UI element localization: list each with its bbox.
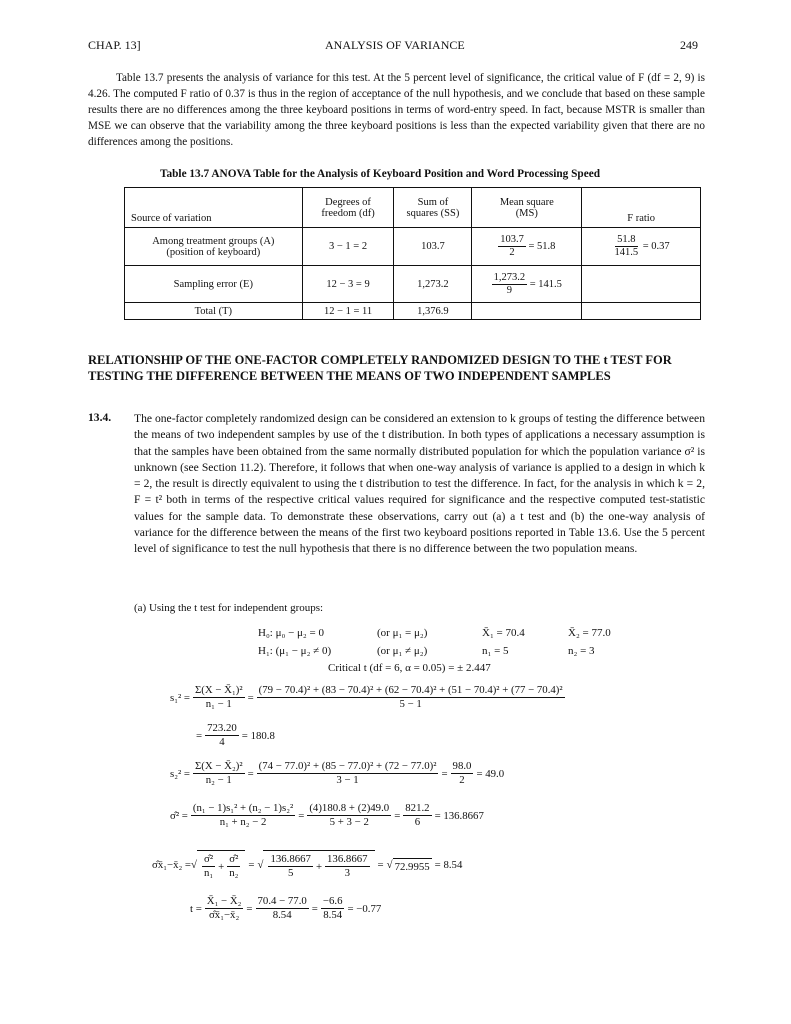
part-a-label: (a) Using the t test for independent groups:: [134, 602, 324, 614]
se-fraction-2: [227, 853, 240, 880]
header-df: [302, 188, 394, 228]
s1b-den: 4: [219, 736, 225, 748]
equation-s1-squared: [170, 684, 568, 711]
header-f-label: F ratio: [627, 213, 655, 224]
h0-alt: (or μ₁ = μ₂): [377, 627, 428, 639]
row1-f-result: = 0.37: [642, 240, 670, 252]
se-sqrt-1: [191, 850, 245, 880]
running-header-chapter: CHAP. 13]: [88, 38, 141, 52]
row1-source: [125, 228, 303, 266]
row3-ms: [472, 303, 582, 320]
eq-sign: =: [311, 902, 318, 915]
xbar1: X̄₁ = 70.4: [482, 627, 525, 639]
row1-f-num: 51.8: [617, 234, 636, 245]
row1-ms: [472, 228, 582, 266]
se-sqrt-2: [258, 850, 375, 880]
s1-f2-num: (79 − 70.4)² + (83 − 70.4)² + (62 − 70.4)² + (51 − 70.4)² + (77 − 70.4)²: [258, 684, 563, 696]
var-f1-den: n₁ + n₂ − 2: [219, 816, 267, 828]
running-header-title: ANALYSIS OF VARIANCE: [325, 38, 465, 52]
header-ss-line2: squares (SS): [406, 207, 460, 219]
t-fraction-3: [321, 895, 345, 922]
se-f4-num: 136.8667: [327, 853, 368, 865]
se-sqrt-value: 72.9955: [393, 858, 432, 873]
var-result: = 136.8667: [434, 809, 484, 822]
se-f4-den: 3: [344, 867, 350, 879]
s1b-result: = 180.8: [241, 729, 275, 742]
sqrt-icon: √: [257, 859, 264, 871]
row2-ms-num: 1,273.2: [493, 271, 526, 283]
s2-fraction-3: [451, 760, 474, 787]
t-f3-num: −6.6: [322, 895, 343, 907]
n2: n₂ = 3: [568, 645, 595, 657]
row3-df: 12 − 1 = 11: [302, 303, 394, 320]
row1-ss: 103.7: [394, 228, 472, 266]
row3-f: [582, 303, 701, 320]
row1-ms-den: 2: [509, 247, 515, 258]
var-f2-num: (4)180.8 + (2)49.0: [309, 802, 390, 814]
row2-ms-result: = 141.5: [529, 278, 562, 290]
row1-source-line2: (position of keyboard): [166, 246, 261, 258]
header-df-line2: freedom (df): [321, 207, 375, 219]
sqrt-icon: √: [386, 859, 393, 871]
t-fraction-2: [256, 895, 309, 922]
se-radicand-1: [197, 850, 245, 880]
h0: H₀: μ₀ − μ₂ = 0: [258, 627, 324, 639]
var-fraction-2: [307, 802, 391, 829]
table-row: [125, 228, 701, 266]
row2-ms: [472, 266, 582, 303]
se-sqrt-3: [387, 858, 432, 873]
header-ss-line1: Sum of: [417, 196, 449, 208]
intro-paragraph: [88, 70, 705, 150]
equation-t-statistic: [190, 895, 381, 922]
var-lhs: σ̂² =: [170, 809, 188, 822]
row1-source-line1: Among treatment groups (A): [152, 235, 275, 247]
se-f1-num: σ̂²: [204, 853, 214, 865]
xbar2: X̄₂ = 77.0: [568, 627, 611, 639]
eq-sign: =: [377, 859, 384, 871]
var-fraction-1: [191, 802, 295, 829]
row2-source: Sampling error (E): [125, 266, 303, 303]
table-row: [125, 303, 701, 320]
eq-sign: =: [246, 902, 253, 915]
s1-fraction-1: [193, 684, 245, 711]
equation-standard-error: [152, 850, 462, 880]
s1-fraction-2: [257, 684, 565, 711]
row1-df: 3 − 1 = 2: [302, 228, 394, 266]
s2-lhs: s₂² =: [170, 767, 190, 780]
se-f2-num: σ̂²: [229, 853, 239, 865]
header-f: [582, 188, 701, 228]
sqrt-icon: √: [191, 859, 197, 871]
row2-ms-den: 9: [506, 284, 512, 296]
eq-sign: =: [394, 809, 401, 822]
se-f3-num: 136.8667: [270, 853, 311, 865]
se-fraction-3: [268, 853, 313, 880]
se-f2-den: n₂: [229, 867, 239, 879]
row2-df: 12 − 3 = 9: [302, 266, 394, 303]
eq-sign: =: [441, 767, 448, 780]
table-row: [125, 266, 701, 303]
s2-fraction-2: [257, 760, 439, 787]
se-f1-den: n₁: [203, 867, 214, 879]
row1-f-fraction: [613, 234, 641, 259]
s1-f1-den: n₁ − 1: [205, 698, 232, 710]
problem-text: The one-factor completely randomized design can be considered an extension to k groups of testing the difference between the means of two independent samples by use of the t distribution. In both types of applications a necessary assumption is that the samples have been obtained from the same normally distributed population for which the population variance σ² is unknown (see Section 11.2). Therefore, it follows that when one-way analysis of variance is applied to a design in which k = 2, the result is directly equivalent to using the t distribution to test the difference. In fact, for the analysis in which k = 2, F = t² both in terms of the respective critical values required for significance and the respective computed test-statistic values for the sample data. To demonstrate these observations, carry out (a) a t test and (b) the one-way analysis of variance for the difference between the means of the first two keyboard positions reported in Table 13.6. Use the 5 percent level of significance to test the null hypothesis that there is no difference between the two population means.: [134, 412, 705, 556]
t-f2-den: 8.54: [272, 909, 292, 921]
row2-ms-fraction: [492, 272, 528, 297]
table-header-row: [125, 188, 701, 228]
h1: H₁: (μ₁ − μ₂ ≠ 0): [258, 645, 332, 657]
header-ss: [394, 188, 472, 228]
s2-f3-den: 2: [459, 774, 465, 786]
s2-f1-den: n₂ − 1: [205, 774, 232, 786]
table-caption: Table 13.7 ANOVA Table for the Analysis of Keyboard Position and Word Processing Speed: [160, 168, 601, 180]
t-lhs: t =: [190, 902, 202, 915]
t-f1-den: σ̂x̄₁−x̄₂: [208, 909, 240, 921]
row2-f: [582, 266, 701, 303]
equation-s1-result: [196, 722, 275, 749]
n1: n₁ = 5: [482, 645, 509, 657]
var-f2-den: 5 + 3 − 2: [329, 816, 369, 828]
s2-f2-den: 3 − 1: [336, 774, 359, 786]
problem-number: 13.4.: [88, 411, 112, 424]
row1-f: [582, 228, 701, 266]
header-source: Source of variation: [125, 188, 303, 228]
eq-sign: =: [298, 809, 305, 822]
se-result: = 8.54: [434, 859, 463, 871]
s1b-num: 723.20: [207, 722, 237, 734]
s2-result: = 49.0: [476, 767, 505, 780]
row1-f-den: 141.5: [614, 247, 639, 258]
s2-f2-num: (74 − 77.0)² + (85 − 77.0)² + (72 − 77.0)²: [258, 760, 437, 772]
var-f1-num: (n₁ − 1)s₁² + (n₂ − 1)s₂²: [192, 802, 294, 814]
s2-fraction-1: [193, 760, 245, 787]
se-radicand-2: [263, 850, 374, 880]
row1-ms-fraction: [498, 234, 526, 259]
s2-f1-num: Σ(X − X̄₂)²: [195, 760, 243, 772]
se-lhs: σ̂x̄₁−x̄₂ =: [152, 859, 192, 871]
se-fraction-1: [202, 853, 215, 880]
row3-source: Total (T): [194, 305, 233, 317]
page-number: 249: [680, 38, 698, 52]
s1-f2-den: 5 − 1: [399, 698, 422, 710]
var-f3-den: 6: [414, 816, 421, 828]
s2-f3-num: 98.0: [452, 760, 472, 772]
header-ms: [472, 188, 582, 228]
s1b-fraction: [205, 722, 239, 749]
header-df-line1: Degrees of: [325, 196, 371, 208]
t-f3-den: 8.54: [323, 909, 343, 921]
equation-s2-squared: [170, 760, 504, 787]
plus-sign: +: [218, 860, 225, 873]
eq-sign: =: [248, 859, 255, 871]
t-result: = −0.77: [347, 902, 382, 915]
equation-pooled-variance: [170, 802, 484, 829]
t-fraction-1: [205, 895, 244, 922]
var-fraction-3: [403, 802, 431, 829]
row1-ms-result: = 51.8: [528, 240, 556, 252]
row3-ss: 1,376.9: [394, 303, 472, 320]
se-fraction-4: [325, 853, 370, 880]
var-f3-num: 821.2: [405, 802, 430, 814]
critical-t: Critical t (df = 6, α = 0.05) = ± 2.447: [328, 662, 491, 674]
s1-f1-num: Σ(X − X̄₁)²: [195, 684, 243, 696]
plus-sign: +: [315, 860, 323, 873]
section-heading: RELATIONSHIP OF THE ONE-FACTOR COMPLETELY RANDOMIZED DESIGN TO THE t TEST FOR TESTING THE DIFFERENCE BETWEEN THE MEANS OF TWO INDEPENDENT SAMPLES: [88, 353, 672, 383]
intro-text: Table 13.7 presents the analysis of variance for this test. At the 5 percent level of significance, the critical value of F (df = 2, 9) is 4.26. The computed F ratio of 0.37 is thus in the region of acceptance of the null hypothesis, and we conclude that based on these sample results there are no differences among the three keyboard positions in terms of word-entry speed. In fact, because MSTR is smaller than MSE we can observe that the variability among the three keyboard positions is less than the expected variability given that there are no differences among the positions.: [88, 72, 705, 148]
row2-ss: 1,273.2: [394, 266, 472, 303]
header-ms-line1: Mean square: [499, 196, 554, 208]
eq-sign: =: [196, 729, 203, 742]
anova-table: [124, 187, 701, 320]
header-ms-line2: (MS): [515, 207, 538, 219]
s1-lhs: s₁² =: [170, 691, 190, 704]
se-f3-den: 5: [287, 867, 294, 879]
eq-sign: =: [247, 691, 254, 704]
eq-sign: =: [247, 767, 254, 780]
h1-alt: (or μ₁ ≠ μ₂): [377, 645, 428, 657]
t-f1-num: X̄₁ − X̄₂: [206, 895, 242, 907]
row1-ms-num: 103.7: [500, 234, 524, 245]
t-f2-num: 70.4 − 77.0: [257, 895, 307, 907]
